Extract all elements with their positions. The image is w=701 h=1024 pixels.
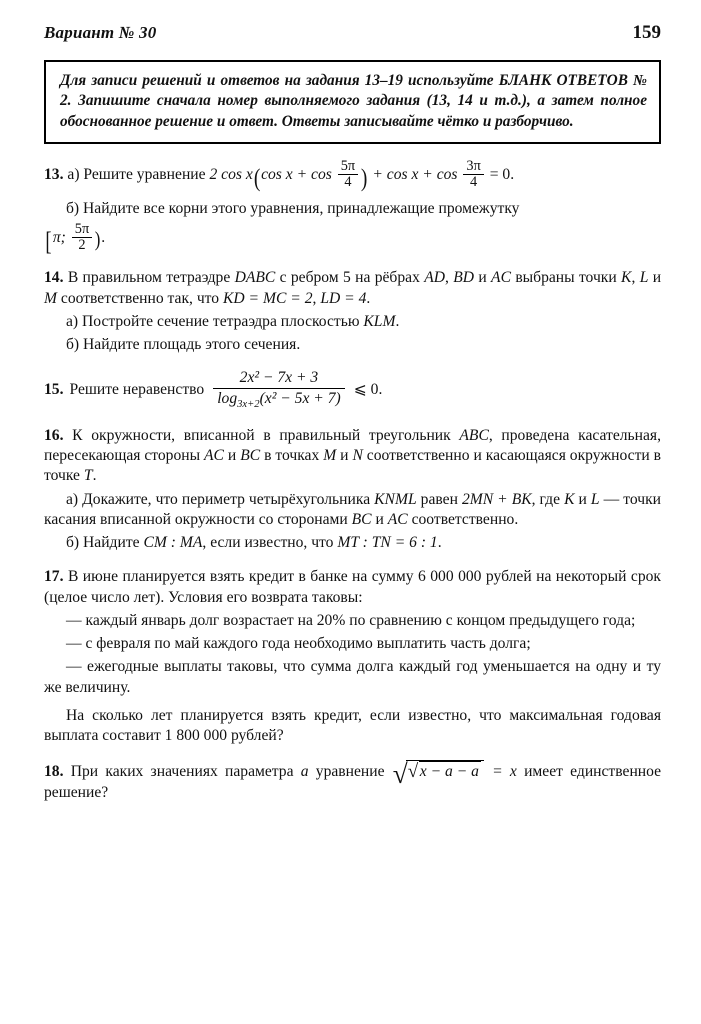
task-17: 17. В июне планируется взять кредит в банке на сумму 6 000 000 рублей на некоторый срок (целое число лет). Условия его возврата таковы: — каждый январь долг возрастает на 20% по сравнению с концом предыдущего года; — с февраля по май каждого года необходимо выплатить часть долга; — ежегодные выплаты таковы, что сумма долга каждый год уменьшается на одну и ту же величину. На сколько лет планируется взять кредит, если известно, что максимальная годовая выплата составит 1 800 000 рублей? [44, 567, 661, 746]
task-13-b: б) Найдите все корни этого уравнения, принадлежащие промежутку [66, 199, 520, 217]
task-14-b: б) Найдите площадь этого сечения. [66, 336, 301, 354]
task-15-number: 15. [44, 381, 64, 399]
task-17-bullet-1: — каждый январь долг возрастает на 20% по сравнению с концом предыдущего года; [66, 611, 636, 629]
task-17-bullet-2: — с февраля по май каждого года необходимо выплатить часть долга; [66, 635, 531, 653]
task-13 [44, 160, 661, 258]
task-18-equation: √ √ x − a − a = x [392, 763, 524, 780]
task-13-interval: [π; $\frac{5\pi}{2}$ ). [45, 220, 106, 256]
task-17-question: На сколько лет планируется взять кредит, если известно, что максимальная годовая выплата составит 1 800 000 рублей? [44, 706, 661, 745]
variant-label: Вариант № 30 [44, 23, 157, 42]
task-17-bullet-3: — ежегодные выплаты таковы, что сумма долга каждый год уменьшается на одну и ту же величину. [44, 658, 661, 696]
instruction-box: Для записи решений и ответов на задания 13–19 используйте БЛАНК ОТВЕТОВ № 2. Запишите сначала номер выполняемого задания (13, 14 и т.д.), а затем полное обоснованное решение и ответ. Ответы записывайте чётко и разборчиво. [44, 60, 661, 144]
task-13-number: 13. [44, 166, 64, 184]
task-13-a-prefix: а) Решите уравнение [67, 166, 206, 184]
page-header [44, 22, 661, 46]
task-16-number: 16. [44, 426, 64, 444]
task-15: 15. Решите неравенство 2x² − 7x + 3 $\log_{3x+2}(x^2 - 5x + 7)$ ⩽ 0. [44, 369, 383, 411]
task-16-b: б) Найдите CM : MA, если известно, что MT : TN = 6 : 1. [66, 534, 442, 552]
page-number: 159 [632, 22, 661, 43]
task-16-a: а) Докажите, что периметр четырёхугольника KNML равен 2MN + BK, где K и L — точки касания вписанной окружности со сторонами BC и AC соответственно. [44, 490, 662, 528]
task-14-number: 14. [44, 269, 64, 287]
task-16: 16. К окружности, вписанной в правильный треугольник ABC, проведена касательная, пересекающая стороны AC и BC в точках M и N соответственно и касающаяся окружности в точке T. а) Докажите, что периметр четырёхугольника KNML равен 2MN + BK, где K и L — точки касания вписанной окружности со сторонами BC и AC соответственно. б) Найдите CM : MA, если известно, что MT : TN = 6 : 1. [44, 426, 661, 554]
task-18-number: 18. [44, 763, 64, 781]
task-15-fraction: 2x² − 7x + 3 $\log_{3x+2}(x^2 - 5x + 7)$ [213, 369, 345, 411]
task-13-equation: 2 cos x(cos x + cos $\frac{5\pi}{4}$ ) + cos x + cos $\frac{3\pi}{4}$ = 0. [209, 158, 515, 193]
task-17-number: 17. [44, 568, 64, 586]
task-14: 14. В правильном тетраэдре DABC с ребром 5 на рёбрах AD, BD и AC выбраны точки K, L и M соответственно так, что KD = MC = 2, LD = 4. а) Постройте сечение тетраэдра плоскостью KLM. б) Найдите площадь этого сечения. [44, 268, 661, 355]
task-18: 18. При каких значениях параметра a уравнение √ √ x − a − a = x имеет единственное решение? [44, 760, 661, 803]
task-14-a: а) Постройте сечение тетраэдра плоскостью KLM. [66, 312, 400, 330]
